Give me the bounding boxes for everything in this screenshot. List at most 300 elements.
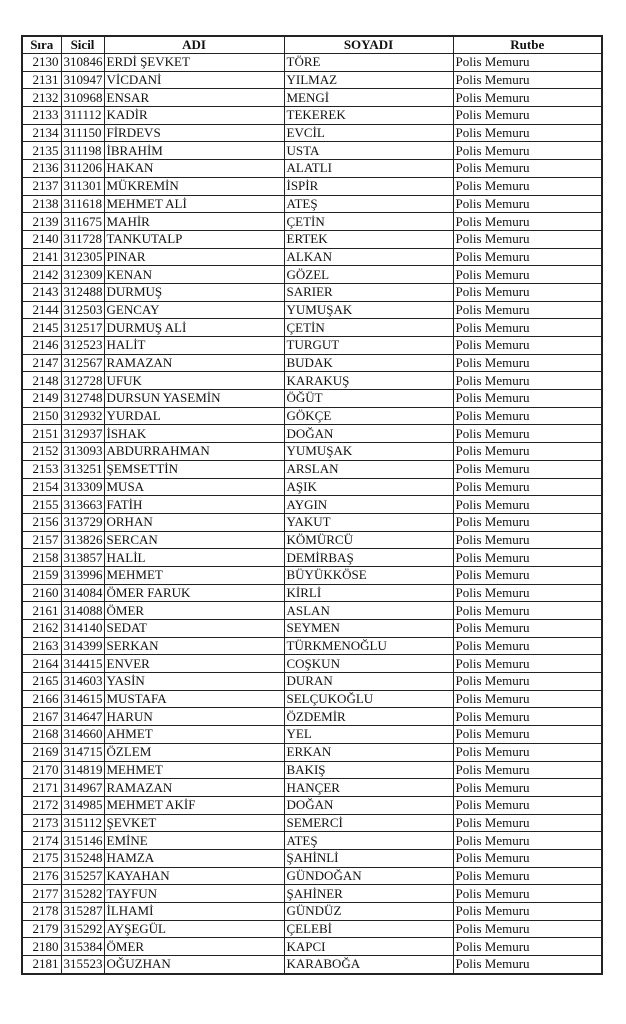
table-row — [22, 425, 602, 443]
cell-sicil: 314603 — [61, 673, 104, 691]
cell-rutbe: Polis Memuru — [453, 920, 602, 938]
cell-rutbe: Polis Memuru — [453, 832, 602, 850]
cell-adi: MÜKREMİN — [104, 177, 284, 195]
cell-soyadi: ÖĞÜT — [284, 390, 453, 408]
table-row — [22, 832, 602, 850]
cell-soyadi: YUMUŞAK — [284, 301, 453, 319]
cell-sicil: 315248 — [61, 849, 104, 867]
cell-sicil: 313729 — [61, 513, 104, 531]
cell-soyadi: ÇETİN — [284, 213, 453, 231]
cell-sicil: 314647 — [61, 708, 104, 726]
cell-rutbe: Polis Memuru — [453, 743, 602, 761]
cell-sicil: 312488 — [61, 283, 104, 301]
cell-adi: ÖMER — [104, 938, 284, 956]
cell-adi: ÖZLEM — [104, 743, 284, 761]
table-row — [22, 478, 602, 496]
cell-rutbe: Polis Memuru — [453, 620, 602, 638]
table-row — [22, 230, 602, 248]
cell-adi: RAMAZAN — [104, 354, 284, 372]
cell-soyadi: ASLAN — [284, 602, 453, 620]
cell-soyadi: KÖMÜRCÜ — [284, 531, 453, 549]
cell-adi: EMİNE — [104, 832, 284, 850]
table-row — [22, 266, 602, 284]
table-row — [22, 726, 602, 744]
cell-soyadi: SEMERCİ — [284, 814, 453, 832]
header-rutbe: Rutbe — [453, 36, 602, 54]
cell-soyadi: KAPCI — [284, 938, 453, 956]
cell-sicil: 312932 — [61, 407, 104, 425]
table-row — [22, 248, 602, 266]
cell-sicil: 310947 — [61, 71, 104, 89]
table-row — [22, 89, 602, 107]
cell-sira: 2174 — [22, 832, 61, 850]
cell-soyadi: AYGIN — [284, 496, 453, 514]
cell-sira: 2176 — [22, 867, 61, 885]
cell-adi: GENCAY — [104, 301, 284, 319]
cell-sicil: 315287 — [61, 903, 104, 921]
cell-rutbe: Polis Memuru — [453, 814, 602, 832]
cell-sicil: 313093 — [61, 443, 104, 461]
cell-rutbe: Polis Memuru — [453, 195, 602, 213]
table-row — [22, 443, 602, 461]
cell-soyadi: USTA — [284, 142, 453, 160]
cell-sira: 2161 — [22, 602, 61, 620]
cell-soyadi: KARAKUŞ — [284, 372, 453, 390]
cell-sicil: 313826 — [61, 531, 104, 549]
cell-adi: İBRAHİM — [104, 142, 284, 160]
cell-adi: HARUN — [104, 708, 284, 726]
cell-sira: 2163 — [22, 637, 61, 655]
cell-sira: 2140 — [22, 230, 61, 248]
cell-rutbe: Polis Memuru — [453, 248, 602, 266]
cell-sira: 2164 — [22, 655, 61, 673]
cell-adi: ÖMER FARUK — [104, 584, 284, 602]
table-row — [22, 761, 602, 779]
table-row — [22, 124, 602, 142]
cell-soyadi: ÖZDEMİR — [284, 708, 453, 726]
cell-rutbe: Polis Memuru — [453, 496, 602, 514]
cell-rutbe: Polis Memuru — [453, 319, 602, 337]
cell-rutbe: Polis Memuru — [453, 390, 602, 408]
cell-sicil: 312517 — [61, 319, 104, 337]
cell-rutbe: Polis Memuru — [453, 690, 602, 708]
table-row — [22, 354, 602, 372]
cell-soyadi: COŞKUN — [284, 655, 453, 673]
cell-rutbe: Polis Memuru — [453, 779, 602, 797]
table-row — [22, 743, 602, 761]
cell-sira: 2139 — [22, 213, 61, 231]
cell-adi: ORHAN — [104, 513, 284, 531]
cell-sicil: 313251 — [61, 460, 104, 478]
cell-sira: 2142 — [22, 266, 61, 284]
header-adi: ADI — [104, 36, 284, 54]
cell-sicil: 312728 — [61, 372, 104, 390]
cell-sicil: 315523 — [61, 956, 104, 974]
cell-sicil: 314715 — [61, 743, 104, 761]
cell-adi: HAKAN — [104, 160, 284, 178]
table-row — [22, 283, 602, 301]
cell-rutbe: Polis Memuru — [453, 89, 602, 107]
cell-rutbe: Polis Memuru — [453, 107, 602, 125]
cell-sicil: 315112 — [61, 814, 104, 832]
cell-adi: MAHİR — [104, 213, 284, 231]
cell-sicil: 314615 — [61, 690, 104, 708]
cell-soyadi: ÇELEBİ — [284, 920, 453, 938]
cell-sicil: 310846 — [61, 54, 104, 72]
cell-sira: 2144 — [22, 301, 61, 319]
cell-soyadi: TÜRKMENOĞLU — [284, 637, 453, 655]
cell-rutbe: Polis Memuru — [453, 637, 602, 655]
cell-adi: KADİR — [104, 107, 284, 125]
cell-sira: 2171 — [22, 779, 61, 797]
table-row — [22, 779, 602, 797]
cell-adi: ÖMER — [104, 602, 284, 620]
cell-rutbe: Polis Memuru — [453, 761, 602, 779]
cell-sira: 2143 — [22, 283, 61, 301]
cell-sira: 2165 — [22, 673, 61, 691]
cell-sira: 2145 — [22, 319, 61, 337]
cell-rutbe: Polis Memuru — [453, 301, 602, 319]
cell-soyadi: TÖRE — [284, 54, 453, 72]
cell-sira: 2160 — [22, 584, 61, 602]
cell-rutbe: Polis Memuru — [453, 213, 602, 231]
cell-sicil: 311206 — [61, 160, 104, 178]
table-row — [22, 566, 602, 584]
table-row — [22, 673, 602, 691]
cell-sira: 2169 — [22, 743, 61, 761]
cell-sicil: 314967 — [61, 779, 104, 797]
table-row — [22, 655, 602, 673]
cell-sicil: 314985 — [61, 796, 104, 814]
cell-adi: KENAN — [104, 266, 284, 284]
cell-soyadi: TURGUT — [284, 337, 453, 355]
cell-soyadi: TEKEREK — [284, 107, 453, 125]
cell-rutbe: Polis Memuru — [453, 956, 602, 974]
cell-soyadi: SELÇUKOĞLU — [284, 690, 453, 708]
cell-sira: 2156 — [22, 513, 61, 531]
cell-sira: 2146 — [22, 337, 61, 355]
cell-rutbe: Polis Memuru — [453, 142, 602, 160]
cell-rutbe: Polis Memuru — [453, 531, 602, 549]
cell-sira: 2147 — [22, 354, 61, 372]
cell-rutbe: Polis Memuru — [453, 443, 602, 461]
cell-sira: 2173 — [22, 814, 61, 832]
cell-soyadi: MENGİ — [284, 89, 453, 107]
cell-rutbe: Polis Memuru — [453, 602, 602, 620]
table-row — [22, 71, 602, 89]
cell-sicil: 313996 — [61, 566, 104, 584]
cell-adi: YURDAL — [104, 407, 284, 425]
cell-sira: 2181 — [22, 956, 61, 974]
cell-adi: SERCAN — [104, 531, 284, 549]
cell-adi: SERKAN — [104, 637, 284, 655]
cell-sicil: 313309 — [61, 478, 104, 496]
table-row — [22, 938, 602, 956]
cell-sira: 2134 — [22, 124, 61, 142]
cell-soyadi: ERTEK — [284, 230, 453, 248]
cell-sicil: 312503 — [61, 301, 104, 319]
table-row — [22, 531, 602, 549]
cell-adi: TAYFUN — [104, 885, 284, 903]
cell-sicil: 312567 — [61, 354, 104, 372]
cell-soyadi: ÇETİN — [284, 319, 453, 337]
cell-sira: 2155 — [22, 496, 61, 514]
cell-sira: 2149 — [22, 390, 61, 408]
cell-rutbe: Polis Memuru — [453, 337, 602, 355]
cell-sira: 2151 — [22, 425, 61, 443]
cell-rutbe: Polis Memuru — [453, 160, 602, 178]
cell-sira: 2154 — [22, 478, 61, 496]
cell-rutbe: Polis Memuru — [453, 549, 602, 567]
table-row — [22, 195, 602, 213]
table-row — [22, 584, 602, 602]
cell-rutbe: Polis Memuru — [453, 177, 602, 195]
cell-soyadi: BUDAK — [284, 354, 453, 372]
cell-soyadi: GÜNDOĞAN — [284, 867, 453, 885]
cell-sicil: 312748 — [61, 390, 104, 408]
cell-adi: İLHAMİ — [104, 903, 284, 921]
cell-sicil: 311301 — [61, 177, 104, 195]
cell-sira: 2159 — [22, 566, 61, 584]
cell-soyadi: GÖKÇE — [284, 407, 453, 425]
personnel-table — [21, 35, 603, 975]
header-soyadi: SOYADI — [284, 36, 453, 54]
cell-sicil: 312523 — [61, 337, 104, 355]
cell-soyadi: YAKUT — [284, 513, 453, 531]
cell-rutbe: Polis Memuru — [453, 849, 602, 867]
cell-adi: YASİN — [104, 673, 284, 691]
cell-soyadi: ŞAHİNER — [284, 885, 453, 903]
cell-soyadi: ŞAHİNLİ — [284, 849, 453, 867]
table-row — [22, 637, 602, 655]
cell-adi: DURMUŞ ALİ — [104, 319, 284, 337]
cell-rutbe: Polis Memuru — [453, 425, 602, 443]
cell-soyadi: HANÇER — [284, 779, 453, 797]
cell-sicil: 312305 — [61, 248, 104, 266]
cell-sicil: 314088 — [61, 602, 104, 620]
cell-adi: UFUK — [104, 372, 284, 390]
header-sira: Sıra — [22, 36, 61, 54]
cell-rutbe: Polis Memuru — [453, 266, 602, 284]
cell-sira: 2136 — [22, 160, 61, 178]
cell-soyadi: ATEŞ — [284, 195, 453, 213]
table-body — [22, 54, 602, 974]
cell-sira: 2138 — [22, 195, 61, 213]
table-row — [22, 602, 602, 620]
cell-rutbe: Polis Memuru — [453, 460, 602, 478]
table-row — [22, 513, 602, 531]
cell-sicil: 314140 — [61, 620, 104, 638]
table-row — [22, 337, 602, 355]
cell-adi: HALİL — [104, 549, 284, 567]
cell-sira: 2132 — [22, 89, 61, 107]
cell-rutbe: Polis Memuru — [453, 124, 602, 142]
cell-sicil: 314415 — [61, 655, 104, 673]
cell-adi: HAMZA — [104, 849, 284, 867]
cell-sicil: 311112 — [61, 107, 104, 125]
cell-sira: 2157 — [22, 531, 61, 549]
table-row — [22, 867, 602, 885]
cell-sira: 2166 — [22, 690, 61, 708]
cell-sira: 2180 — [22, 938, 61, 956]
cell-sira: 2167 — [22, 708, 61, 726]
cell-soyadi: ATEŞ — [284, 832, 453, 850]
cell-rutbe: Polis Memuru — [453, 655, 602, 673]
cell-rutbe: Polis Memuru — [453, 938, 602, 956]
cell-adi: MUSA — [104, 478, 284, 496]
cell-soyadi: BAKIŞ — [284, 761, 453, 779]
cell-sira: 2131 — [22, 71, 61, 89]
cell-sira: 2141 — [22, 248, 61, 266]
table-row — [22, 814, 602, 832]
table-header-row — [22, 36, 602, 54]
cell-rutbe: Polis Memuru — [453, 903, 602, 921]
cell-soyadi: KARABOĞA — [284, 956, 453, 974]
table-row — [22, 849, 602, 867]
cell-sicil: 314399 — [61, 637, 104, 655]
cell-soyadi: GÖZEL — [284, 266, 453, 284]
cell-sira: 2175 — [22, 849, 61, 867]
cell-sicil: 311198 — [61, 142, 104, 160]
cell-soyadi: DOĞAN — [284, 425, 453, 443]
cell-sira: 2158 — [22, 549, 61, 567]
table-row — [22, 160, 602, 178]
cell-sicil: 315282 — [61, 885, 104, 903]
table-row — [22, 920, 602, 938]
cell-rutbe: Polis Memuru — [453, 54, 602, 72]
cell-sicil: 312937 — [61, 425, 104, 443]
cell-rutbe: Polis Memuru — [453, 867, 602, 885]
cell-sira: 2133 — [22, 107, 61, 125]
cell-rutbe: Polis Memuru — [453, 673, 602, 691]
cell-adi: FİRDEVS — [104, 124, 284, 142]
table-row — [22, 407, 602, 425]
cell-soyadi: DURAN — [284, 673, 453, 691]
cell-soyadi: GÜNDÜZ — [284, 903, 453, 921]
cell-adi: ABDURRAHMAN — [104, 443, 284, 461]
cell-sicil: 314660 — [61, 726, 104, 744]
cell-sicil: 315384 — [61, 938, 104, 956]
cell-rutbe: Polis Memuru — [453, 478, 602, 496]
cell-sira: 2152 — [22, 443, 61, 461]
cell-adi: DURMUŞ — [104, 283, 284, 301]
header-sicil: Sicil — [61, 36, 104, 54]
cell-soyadi: EVCİL — [284, 124, 453, 142]
cell-sira: 2137 — [22, 177, 61, 195]
cell-adi: MEHMET — [104, 761, 284, 779]
cell-adi: KAYAHAN — [104, 867, 284, 885]
cell-adi: HALİT — [104, 337, 284, 355]
table-row — [22, 620, 602, 638]
table-row — [22, 301, 602, 319]
cell-sicil: 311675 — [61, 213, 104, 231]
cell-soyadi: KİRLİ — [284, 584, 453, 602]
table-row — [22, 372, 602, 390]
cell-adi: SEDAT — [104, 620, 284, 638]
cell-sira: 2148 — [22, 372, 61, 390]
cell-sicil: 312309 — [61, 266, 104, 284]
table-row — [22, 708, 602, 726]
table-row — [22, 549, 602, 567]
cell-sira: 2130 — [22, 54, 61, 72]
table-row — [22, 903, 602, 921]
table-row — [22, 956, 602, 974]
cell-sicil: 313857 — [61, 549, 104, 567]
cell-sira: 2172 — [22, 796, 61, 814]
cell-soyadi: ERKAN — [284, 743, 453, 761]
cell-sicil: 310968 — [61, 89, 104, 107]
table-row — [22, 690, 602, 708]
cell-adi: AHMET — [104, 726, 284, 744]
cell-rutbe: Polis Memuru — [453, 71, 602, 89]
cell-rutbe: Polis Memuru — [453, 726, 602, 744]
cell-adi: ENSAR — [104, 89, 284, 107]
cell-adi: ERDİ ŞEVKET — [104, 54, 284, 72]
table-row — [22, 213, 602, 231]
cell-sicil: 314819 — [61, 761, 104, 779]
table-row — [22, 460, 602, 478]
cell-soyadi: İSPİR — [284, 177, 453, 195]
cell-adi: ENVER — [104, 655, 284, 673]
cell-rutbe: Polis Memuru — [453, 566, 602, 584]
cell-rutbe: Polis Memuru — [453, 513, 602, 531]
cell-sicil: 311728 — [61, 230, 104, 248]
cell-soyadi: SEYMEN — [284, 620, 453, 638]
cell-rutbe: Polis Memuru — [453, 584, 602, 602]
cell-adi: OĞUZHAN — [104, 956, 284, 974]
cell-sicil: 315292 — [61, 920, 104, 938]
cell-rutbe: Polis Memuru — [453, 708, 602, 726]
cell-rutbe: Polis Memuru — [453, 885, 602, 903]
cell-sira: 2177 — [22, 885, 61, 903]
table-row — [22, 142, 602, 160]
cell-soyadi: SARIER — [284, 283, 453, 301]
cell-soyadi: ARSLAN — [284, 460, 453, 478]
table-row — [22, 54, 602, 72]
cell-adi: RAMAZAN — [104, 779, 284, 797]
cell-rutbe: Polis Memuru — [453, 283, 602, 301]
cell-rutbe: Polis Memuru — [453, 796, 602, 814]
cell-soyadi: BÜYÜKKÖSE — [284, 566, 453, 584]
cell-adi: ŞEMSETTİN — [104, 460, 284, 478]
cell-soyadi: ALKAN — [284, 248, 453, 266]
cell-adi: PINAR — [104, 248, 284, 266]
cell-sira: 2179 — [22, 920, 61, 938]
table-row — [22, 107, 602, 125]
table-row — [22, 177, 602, 195]
cell-sicil: 315146 — [61, 832, 104, 850]
cell-soyadi: YEL — [284, 726, 453, 744]
cell-rutbe: Polis Memuru — [453, 407, 602, 425]
table-row — [22, 390, 602, 408]
cell-adi: ŞEVKET — [104, 814, 284, 832]
cell-sicil: 313663 — [61, 496, 104, 514]
cell-sira: 2162 — [22, 620, 61, 638]
cell-soyadi: ALATLI — [284, 160, 453, 178]
cell-adi: MEHMET ALİ — [104, 195, 284, 213]
cell-sira: 2178 — [22, 903, 61, 921]
cell-adi: MUSTAFA — [104, 690, 284, 708]
cell-adi: FATİH — [104, 496, 284, 514]
cell-soyadi: YUMUŞAK — [284, 443, 453, 461]
cell-sira: 2170 — [22, 761, 61, 779]
cell-adi: DURSUN YASEMİN — [104, 390, 284, 408]
cell-sicil: 315257 — [61, 867, 104, 885]
table-row — [22, 796, 602, 814]
cell-rutbe: Polis Memuru — [453, 354, 602, 372]
cell-soyadi: DEMİRBAŞ — [284, 549, 453, 567]
cell-adi: AYŞEGÜL — [104, 920, 284, 938]
